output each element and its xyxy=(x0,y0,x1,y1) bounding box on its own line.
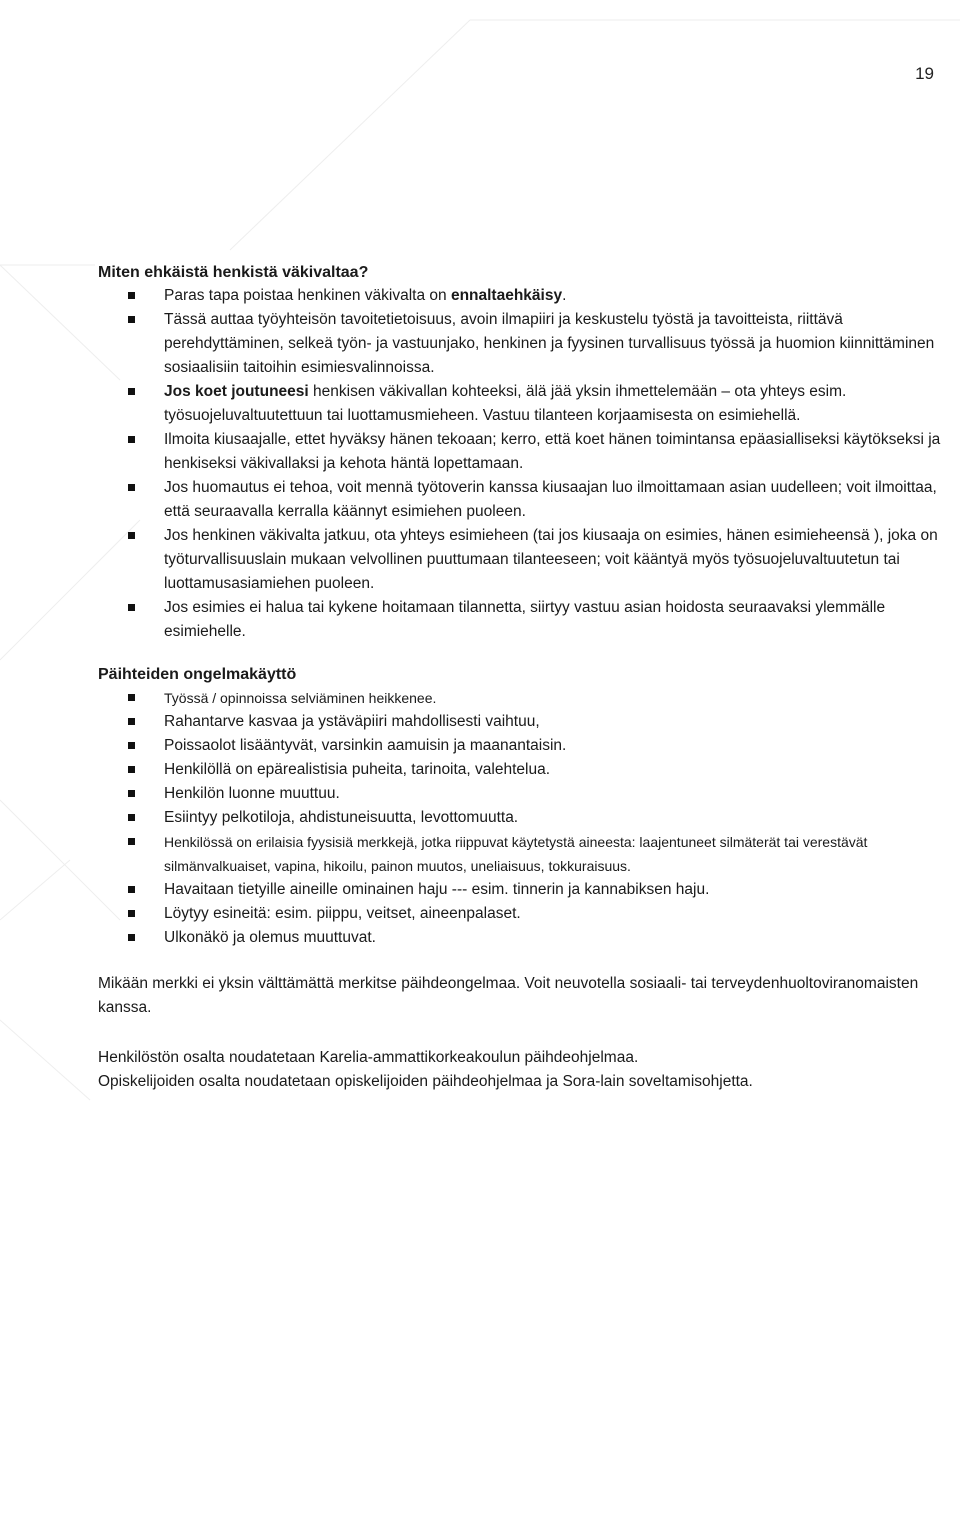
violence-prevention-list xyxy=(98,284,960,644)
list-item: Löytyy esineitä: esim. piippu, veitset, aineenpalaset. xyxy=(98,902,960,926)
list-item: Poissaolot lisääntyvät, varsinkin aamuisin ja maanantaisin. xyxy=(98,734,960,758)
policy-line-staff: Henkilöstön osalta noudatetaan Karelia-ammattikorkeakoulun päihdeohjelmaa. xyxy=(98,1049,639,1066)
list-item: Jos henkinen väkivalta jatkuu, ota yhteys esimieheen (tai jos kiusaaja on esimies, hänen esimieheensä ), joka on työturvallisuuslain mukaan velvollinen puuttumaan tilanteeseen; voit kääntyä myös työsuojeluvaltuutetun tai luottamusasiamiehen puoleen. xyxy=(98,524,960,596)
bullet-icon xyxy=(128,388,135,395)
paragraph-policy xyxy=(98,1046,960,1094)
bullet-icon xyxy=(128,532,135,539)
list-item: Tässä auttaa työyhteisön tavoitetietoisuus, avoin ilmapiiri ja keskustelu työstä ja tavoitteista, riittävä perehdyttäminen, selkeä työn- ja vastuunjako, henkinen ja fyysinen turvallisuus työssä ja huomion kiinnittäminen sosiaalisiin taitoihin esimiesvalinnoissa. xyxy=(98,308,960,380)
bullet-icon xyxy=(128,766,135,773)
bullet-icon xyxy=(128,910,135,917)
bullet-icon xyxy=(128,316,135,323)
list-item: Havaitaan tietyille aineille ominainen haju --- esim. tinnerin ja kannabiksen haju. xyxy=(98,878,960,902)
section-heading-violence: Miten ehkäistä henkistä väkivaltaa? xyxy=(98,264,369,281)
bullet-icon xyxy=(128,694,135,701)
document-body xyxy=(98,262,960,1094)
bullet-icon xyxy=(128,604,135,611)
list-item: Työssä / opinnoissa selviäminen heikkenee. xyxy=(98,686,960,710)
bullet-icon xyxy=(128,838,135,845)
paragraph-note: Mikään merkki ei yksin välttämättä merkitse päihdeongelmaa. Voit neuvotella sosiaali- tai terveydenhuoltoviranomaisten kanssa. xyxy=(98,975,919,1016)
bullet-icon xyxy=(128,742,135,749)
list-item: Esiintyy pelkotiloja, ahdistuneisuutta, levottomuutta. xyxy=(98,806,960,830)
list-item: Henkilössä on erilaisia fyysisiä merkkejä, jotka riippuvat käytetystä aineesta: laajentuneet silmäterät tai verestävät silmänvalkuaiset, vapina, hikoilu, painon muutos, uneliaisuus, tokkuraisuus. xyxy=(98,830,960,878)
list-item: Ilmoita kiusaajalle, ettet hyväksy hänen tekoaan; kerro, että koet hänen toimintansa epäasialliseksi käytökseksi ja henkiseksi väkivallaksi ja kehota häntä lopettamaan. xyxy=(98,428,960,476)
substance-signs-list xyxy=(98,686,960,950)
bullet-icon xyxy=(128,436,135,443)
bullet-icon xyxy=(128,934,135,941)
bullet-icon xyxy=(128,790,135,797)
list-item: Jos esimies ei halua tai kykene hoitamaan tilannetta, siirtyy vastuu asian hoidosta seuraavaksi ylemmälle esimiehelle. xyxy=(98,596,960,644)
page-number: 19 xyxy=(915,64,934,83)
list-item: Jos huomautus ei tehoa, voit mennä työtoverin kanssa kiusaajan luo ilmoittamaan asian uudelleen; voit ilmoittaa, että seuraavalla kerralla käännyt esimiehen puoleen. xyxy=(98,476,960,524)
bullet-icon xyxy=(128,484,135,491)
bullet-icon xyxy=(128,718,135,725)
policy-line-students: Opiskelijoiden osalta noudatetaan opiskelijoiden päihdeohjelmaa ja Sora-lain soveltamisohjetta. xyxy=(98,1073,753,1090)
list-item: Rahantarve kasvaa ja ystäväpiiri mahdollisesti vaihtuu, xyxy=(98,710,960,734)
list-item: Henkilöllä on epärealistisia puheita, tarinoita, valehtelua. xyxy=(98,758,960,782)
bullet-icon xyxy=(128,886,135,893)
list-item: Ulkonäkö ja olemus muuttuvat. xyxy=(98,926,960,950)
bullet-icon xyxy=(128,814,135,821)
list-item: Paras tapa poistaa henkinen väkivalta on ennaltaehkäisy. xyxy=(98,284,960,308)
bullet-icon xyxy=(128,292,135,299)
list-item: Henkilön luonne muuttuu. xyxy=(98,782,960,806)
list-item: Jos koet joutuneesi henkisen väkivallan kohteeksi, älä jää yksin ihmettelemään – ota yhteys esim. työsuojeluvaltuutettuun tai luottamusmieheen. Vastuu tilanteen korjaamisesta on esimiehellä. xyxy=(98,380,960,428)
section-heading-substance: Päihteiden ongelmakäyttö xyxy=(98,666,297,683)
